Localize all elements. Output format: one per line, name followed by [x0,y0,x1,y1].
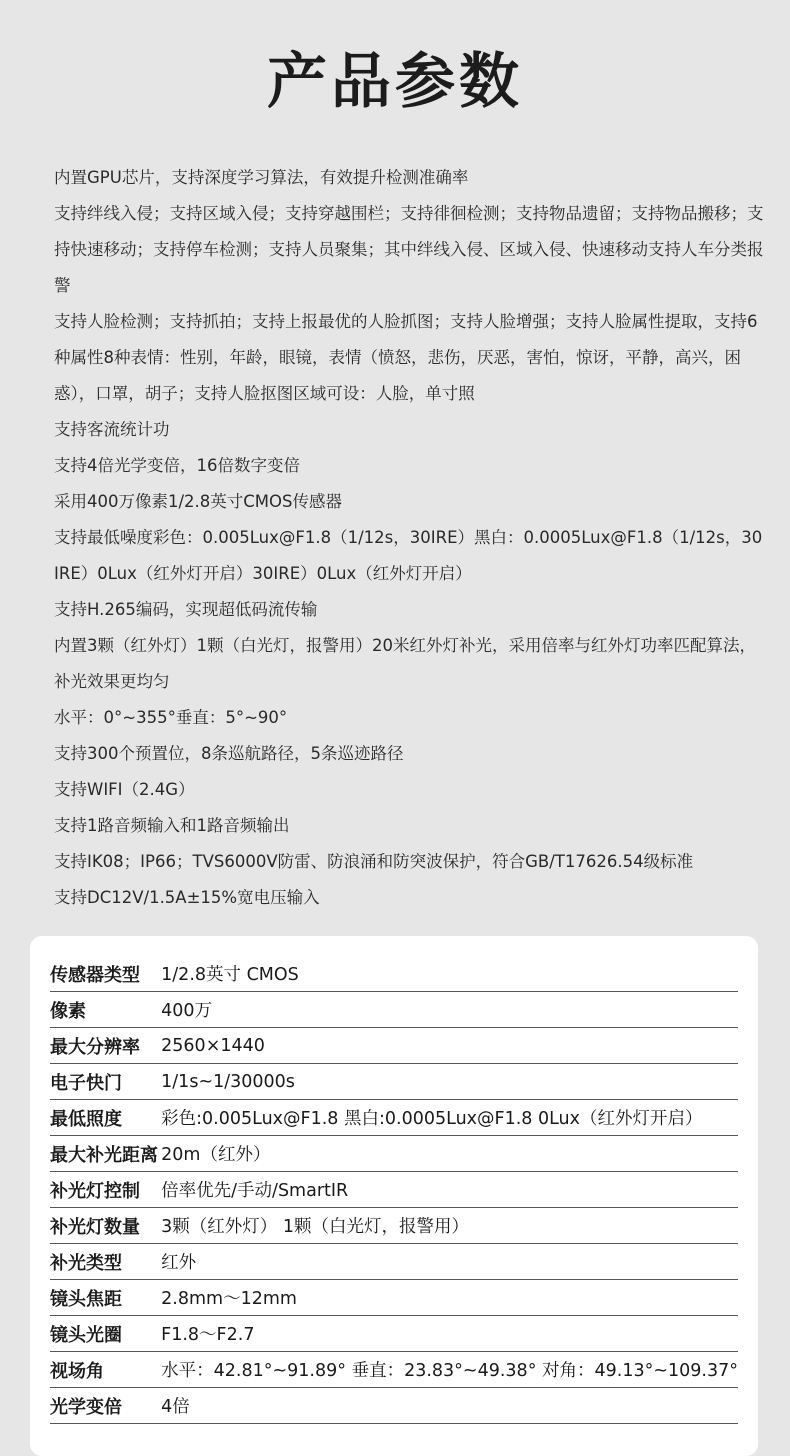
feature-item: 内置GPU芯片，支持深度学习算法，有效提升检测准确率 [54,168,469,187]
spec-card [30,936,758,1456]
table-row [50,1244,738,1280]
spec-value: 彩色:0.005Lux@F1.8 黑白:0.0005Lux@F1.8 0Lux（红外灯开启） [161,1100,738,1136]
table-row [50,1136,738,1172]
spec-label: 镜头光圈 [50,1316,161,1352]
spec-label: 最大补光距离 [50,1136,161,1172]
spec-value: 倍率优先/手动/SmartIR [161,1172,738,1208]
spec-label: 补光类型 [50,1244,161,1280]
spec-label: 传感器类型 [50,956,161,992]
table-row [50,1388,738,1424]
spec-label: 补光灯控制 [50,1172,161,1208]
spec-value: 20m（红外） [161,1136,738,1172]
feature-item: 支持1路音频输入和1路音频输出 [54,816,290,835]
table-row [50,1028,738,1064]
spec-label: 视场角 [50,1352,161,1388]
feature-item: 支持绊线入侵；支持区域入侵；支持穿越围栏；支持徘徊检测；支持物品遗留；支持物品搬移；支持快速移动；支持停车检测；支持人员聚集；其中绊线入侵、区域入侵、快速移动支持人车分类报警 [54,204,764,295]
spec-value: 2560×1440 [161,1028,738,1064]
spec-value: 1/2.8英寸 CMOS [161,956,738,992]
spec-label: 像素 [50,992,161,1028]
spec-value: 4倍 [161,1388,738,1424]
spec-label: 光学变倍 [50,1388,161,1424]
feature-item: 支持客流统计功 [54,420,170,439]
feature-list [54,160,764,916]
feature-item: 支持H.265编码，实现超低码流传输 [54,600,318,619]
feature-item: 支持IK08；IP66；TVS6000V防雷、防浪涌和防突波保护，符合GB/T17626.54级标准 [54,852,694,871]
spec-table [50,956,738,1424]
feature-item: 支持人脸检测；支持抓拍；支持上报最优的人脸抓图；支持人脸增强；支持人脸属性提取，支持6种属性8种表情：性别，年龄，眼镜，表情（愤怒，悲伤，厌恶，害怕，惊讶，平静，高兴，困惑），口罩，胡子；支持人脸抠图区域可设：人脸，单寸照 [54,312,758,403]
spec-value: 3颗（红外灯） 1颗（白光灯，报警用） [161,1208,738,1244]
spec-value: 水平：42.81°~91.89° 垂直：23.83°~49.38° 对角：49.13°~109.37° [161,1352,738,1388]
spec-value: 2.8mm〜12mm [161,1280,738,1316]
table-row [50,1100,738,1136]
table-row [50,1316,738,1352]
feature-item: 支持300个预置位，8条巡航路径，5条巡迹路径 [54,744,404,763]
spec-label: 最大分辨率 [50,1028,161,1064]
table-row [50,1208,738,1244]
spec-label: 补光灯数量 [50,1208,161,1244]
table-row [50,1172,738,1208]
feature-item: 支持最低噪度彩色：0.005Lux@F1.8（1/12s，30IRE）黑白：0.0005Lux@F1.8（1/12s，30IRE）0Lux（红外灯开启）30IRE）0Lux（红外灯开启） [54,528,763,583]
feature-item: 水平：0°~355°垂直：5°~90° [54,708,288,727]
spec-label: 镜头焦距 [50,1280,161,1316]
feature-item: 支持WIFI（2.4G） [54,780,195,799]
table-row [50,1064,738,1100]
spec-value: 红外 [161,1244,738,1280]
spec-label: 最低照度 [50,1100,161,1136]
spec-label: 电子快门 [50,1064,161,1100]
feature-item: 采用400万像素1/2.8英寸CMOS传感器 [54,492,343,511]
feature-item: 支持DC12V/1.5A±15%宽电压输入 [54,888,320,907]
spec-value: F1.8〜F2.7 [161,1316,738,1352]
spec-value: 400万 [161,992,738,1028]
feature-item: 支持4倍光学变倍，16倍数字变倍 [54,456,300,475]
table-row [50,992,738,1028]
table-row [50,956,738,992]
table-row [50,1352,738,1388]
spec-value: 1/1s~1/30000s [161,1064,738,1100]
table-row [50,1280,738,1316]
feature-item: 内置3颗（红外灯）1颗（白光灯，报警用）20米红外灯补光，采用倍率与红外灯功率匹配算法，补光效果更均匀 [54,636,756,691]
page-title: 产品参数 [267,47,523,117]
